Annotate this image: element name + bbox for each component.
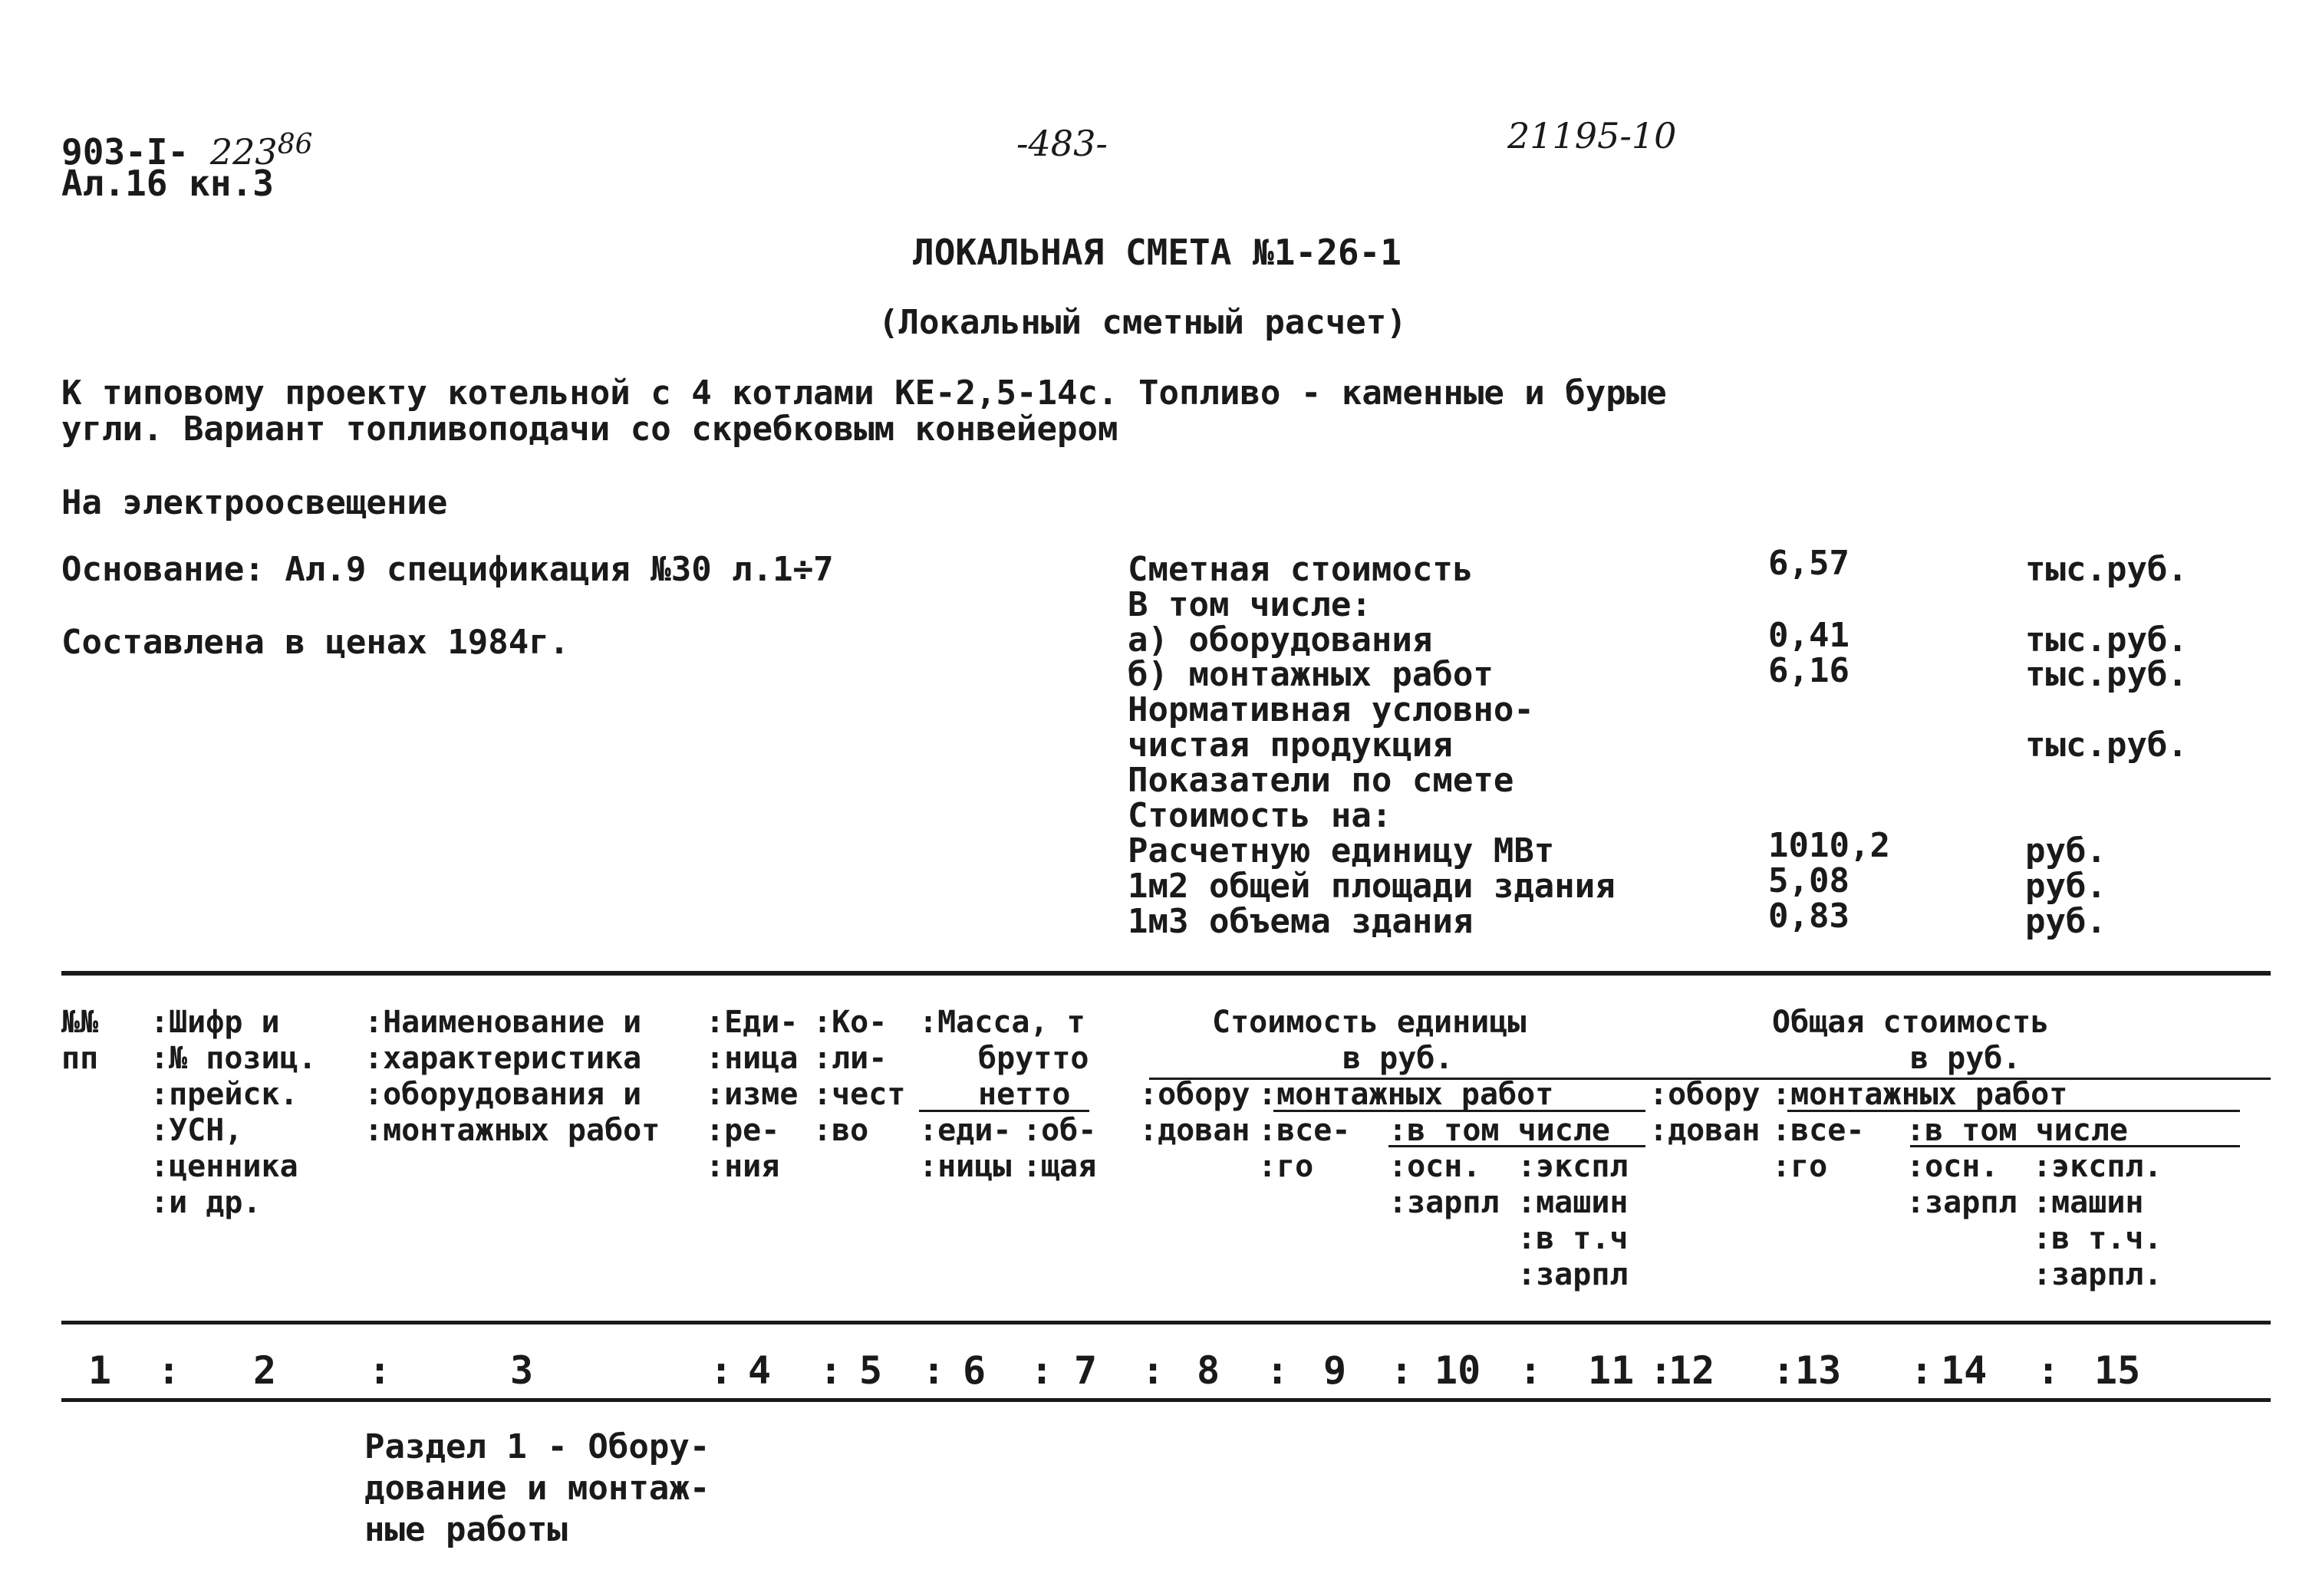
- column-separator: :: [1390, 1348, 1414, 1393]
- page-title: ЛОКАЛЬНАЯ СМЕТА №1-26-1: [913, 232, 1402, 273]
- col-header-8: :обору :дован: [1139, 1077, 1250, 1148]
- page-number: -483-: [1016, 123, 1108, 164]
- column-separator: :: [819, 1348, 843, 1393]
- col-header-incl: :в том числе: [1388, 1113, 1610, 1148]
- summary-unit: руб.: [2025, 831, 2106, 870]
- col-header-12: :обору :дован: [1649, 1077, 1761, 1148]
- summary-label: а) оборудования: [1128, 620, 1433, 660]
- document-number: 21195-10: [1507, 115, 1677, 156]
- col-header-2: :Шифр и :№ позиц. :прейск. :УСН, :ценника :и др.: [150, 1005, 317, 1220]
- col-header-11: :экспл :машин :в т.ч :зарпл: [1517, 1149, 1629, 1292]
- col-header-9: :все- :го: [1258, 1113, 1351, 1184]
- col-header-6: :еди- :ницы: [919, 1113, 1012, 1184]
- description-line-1: К типовому проекту котельной с 4 котлами КЕ-2,5-14с. Топливо - каменные и бурые: [61, 373, 1667, 413]
- table-header-rule: [61, 1321, 2271, 1325]
- column-number: 15: [2094, 1348, 2141, 1393]
- column-separator: :: [1772, 1348, 1796, 1393]
- column-number: 7: [1074, 1348, 1098, 1393]
- col-header-13: :все- :го: [1772, 1113, 1865, 1184]
- column-number: 12: [1668, 1348, 1715, 1393]
- col-header-3: :Наименование и :характеристика :оборудования и :монтажных работ: [364, 1005, 660, 1148]
- column-separator: :: [1519, 1348, 1543, 1393]
- col-header-total-cost: Общая стоимость: [1772, 1005, 2050, 1040]
- col-header-4: :Еди- :ница :изме :ре- :ния: [706, 1005, 799, 1184]
- summary-value: 5,08: [1768, 861, 1850, 900]
- summary-value: 6,16: [1768, 651, 1850, 690]
- column-number: 11: [1588, 1348, 1635, 1393]
- summary-unit: тыс.руб.: [2025, 655, 2188, 694]
- col-header-incl-2: :в том числе: [1906, 1113, 2128, 1148]
- summary-value: 6,57: [1768, 544, 1850, 583]
- summary-value: 1010,2: [1768, 826, 1890, 865]
- prices-basis: Составлена в ценах 1984г.: [61, 623, 570, 662]
- col-header-mount: :монтажных работ: [1258, 1077, 1554, 1112]
- summary-value: 0,83: [1768, 897, 1850, 936]
- col-header-7: :об- :щая: [1023, 1113, 1097, 1184]
- column-number: 6: [963, 1348, 987, 1393]
- summary-label: б) монтажных работ: [1128, 655, 1494, 694]
- summary-label: В том числе:: [1128, 585, 1372, 624]
- col-header-5: :Ко- :ли- :чест :во: [813, 1005, 906, 1148]
- description-line-2: угли. Вариант топливоподачи со скребковым конвейером: [61, 410, 1118, 449]
- column-number: 14: [1941, 1348, 1988, 1393]
- summary-value: 0,41: [1768, 616, 1850, 655]
- purpose: На электроосвещение: [61, 483, 448, 522]
- column-separator: :: [1266, 1348, 1290, 1393]
- summary-label: 1м3 объема здания: [1128, 902, 1474, 941]
- column-number: 3: [510, 1348, 534, 1393]
- table-numbers-rule: [61, 1398, 2271, 1402]
- table-top-rule: [61, 971, 2271, 976]
- album-book: Ал.16 кн.3: [61, 163, 274, 204]
- page-subtitle: (Локальный сметный расчет): [878, 303, 1407, 342]
- summary-unit: руб.: [2025, 902, 2106, 941]
- summary-unit: тыс.руб.: [2025, 550, 2188, 589]
- summary-label: Расчетную единицу МВт: [1128, 831, 1555, 870]
- document-code-handwritten-sup: 86: [277, 129, 313, 160]
- summary-label: 1м2 общей площади здания: [1128, 867, 1616, 906]
- col-header-unit-cost: Стоимость единицы: [1212, 1005, 1527, 1040]
- column-separator: :: [2037, 1348, 2060, 1393]
- column-separator: :: [1030, 1348, 1054, 1393]
- col-header-10: :осн. :зарпл: [1388, 1149, 1500, 1220]
- document-code-prefix: 903-I-: [61, 131, 210, 173]
- col-header-mass: :Масса, т: [919, 1005, 1085, 1040]
- column-number: 4: [748, 1348, 772, 1393]
- col-header-total-cost-sub: в руб.: [1910, 1041, 2021, 1076]
- column-separator: :: [1141, 1348, 1165, 1393]
- column-number: 2: [253, 1348, 277, 1393]
- section-heading: Раздел 1 - Обору- дование и монтаж- ные работы: [364, 1427, 710, 1549]
- column-number: 5: [859, 1348, 883, 1393]
- col-header-mount-2: :монтажных работ: [1772, 1077, 2068, 1112]
- column-separator: :: [157, 1348, 181, 1393]
- column-number: 13: [1795, 1348, 1842, 1393]
- column-number: 10: [1434, 1348, 1481, 1393]
- summary-label: Нормативная условно-: [1128, 690, 1534, 729]
- column-separator: :: [922, 1348, 946, 1393]
- column-separator: :: [1910, 1348, 1934, 1393]
- col-header-unit-cost-sub: в руб.: [1342, 1041, 1454, 1076]
- document-code-handwritten: 223: [209, 131, 278, 173]
- col-header-15: :экспл. :машин :в т.ч. :зарпл.: [2033, 1149, 2162, 1292]
- column-separator: :: [1649, 1348, 1673, 1393]
- col-header-gross: брутто: [978, 1041, 1089, 1076]
- column-separator: :: [710, 1348, 733, 1393]
- col-header-1: №№ пп: [61, 1005, 99, 1076]
- summary-label: Стоимость на:: [1128, 796, 1392, 835]
- summary-label: Сметная стоимость: [1128, 550, 1474, 589]
- summary-unit: руб.: [2025, 867, 2106, 906]
- basis: Основание: Ал.9 спецификация №30 л.1÷7: [61, 550, 834, 589]
- summary-label: чистая продукция: [1128, 726, 1453, 765]
- column-separator: :: [368, 1348, 392, 1393]
- summary-unit: тыс.руб.: [2025, 726, 2188, 765]
- column-number: 8: [1197, 1348, 1220, 1393]
- summary-label: Показатели по смете: [1128, 761, 1514, 800]
- column-number: 9: [1323, 1348, 1347, 1393]
- col-header-14: :осн. :зарпл: [1906, 1149, 2017, 1220]
- column-number: 1: [88, 1348, 112, 1393]
- col-header-net: нетто: [978, 1077, 1071, 1112]
- summary-unit: тыс.руб.: [2025, 620, 2188, 660]
